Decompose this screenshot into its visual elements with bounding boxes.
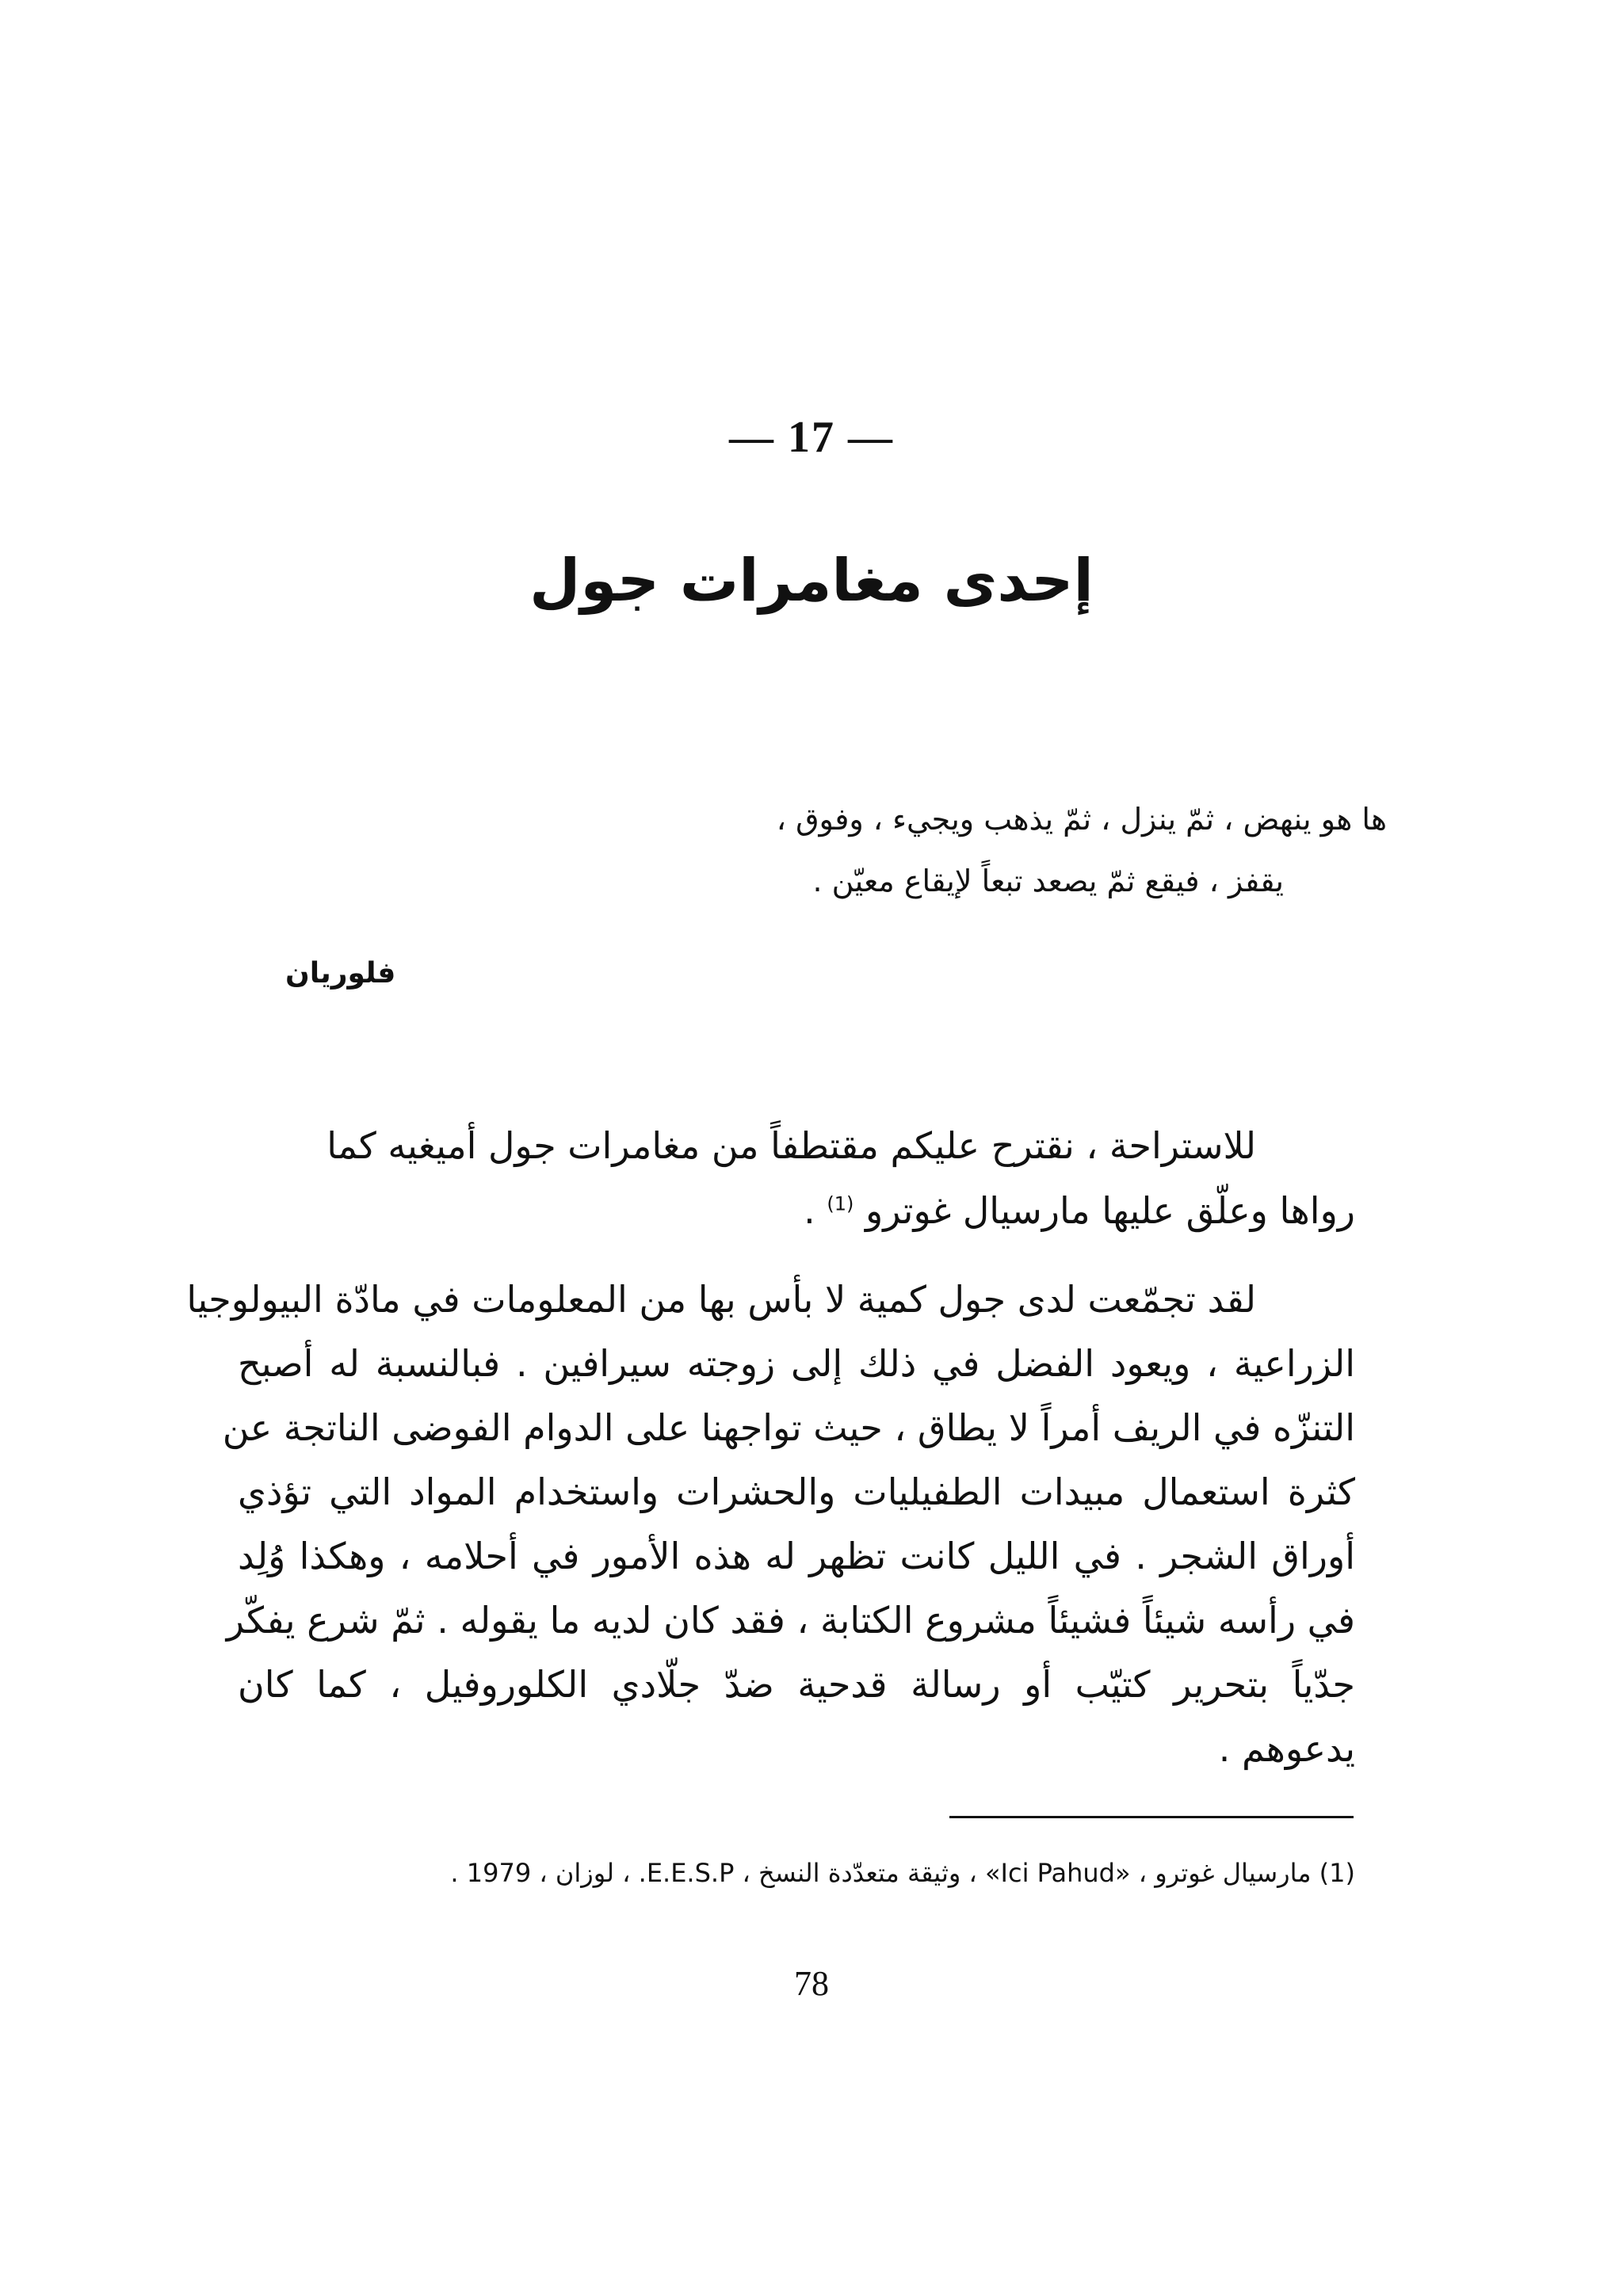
chapter-number: — 17 —: [729, 413, 894, 462]
body-line: الزراعية ، ويعود الفضل في ذلك إلى زوجته سيرافين . فبالنسبة له أصبح: [238, 1342, 1355, 1385]
intro-line: [317, 1178, 1355, 1243]
intro-line: للاستراحة ، نقترح عليكم مقتطفاً من مغامرات جول أميغيه كما: [327, 1124, 1256, 1167]
intro-paragraph: [317, 1113, 1355, 1243]
body-line: في رأسه شيئاً فشيئاً مشروع الكتابة ، فقد كان لديه ما يقوله . ثمّ شرع يفكّر: [226, 1599, 1355, 1642]
chapter-title: إحدى مغامرات جول: [529, 547, 1094, 615]
epigraph-author: فلوريان: [285, 957, 396, 990]
body-line: أوراق الشجر . في الليل كانت تظهر له هذه الأمور في أحلامه ، وهكذا وُلِد: [238, 1535, 1355, 1577]
body-line: لقد تجمّعت لدى جول كمية لا بأس بها من المعلومات في مادّة البيولوجيا: [186, 1278, 1256, 1321]
epigraph: [333, 788, 1387, 912]
intro-line-end: .: [804, 1189, 827, 1232]
body-line: يدعوهم .: [1218, 1727, 1355, 1770]
epigraph-line: ها هو ينهض ، ثمّ ينزل ، ثمّ يذهب ويجيء ، وفوق ،: [776, 802, 1387, 837]
footnote-reference: (1): [827, 1192, 854, 1215]
body-line: التنزّه في الريف أمراً لا يطاق ، حيث تواجهنا على الدوام الفوضى الناتجة عن: [222, 1406, 1355, 1449]
epigraph-line: يقفز ، فيقع ثمّ يصعد تبعاً لإيقاع معيّن .: [812, 864, 1284, 898]
body-line: جدّياً بتحرير كتيّب أو رسالة قدحية ضدّ جلّادي الكلوروفيل ، كما كان: [238, 1663, 1355, 1706]
footnote: (1) مارسيال غوترو ، «Ici Pahud» ، وثيقة متعدّدة النسخ ، E.E.S.P. ، لوزان ، 1979 .: [450, 1858, 1355, 1888]
intro-line-text: رواها وعلّق عليها مارسيال غوترو: [865, 1189, 1355, 1232]
footnote-divider: [949, 1816, 1354, 1818]
body-paragraph: [186, 1268, 1355, 1781]
body-line: كثرة استعمال مبيدات الطفيليات والحشرات واستخدام المواد التي تؤذي: [238, 1470, 1355, 1513]
page-number: 78: [794, 1964, 829, 2003]
